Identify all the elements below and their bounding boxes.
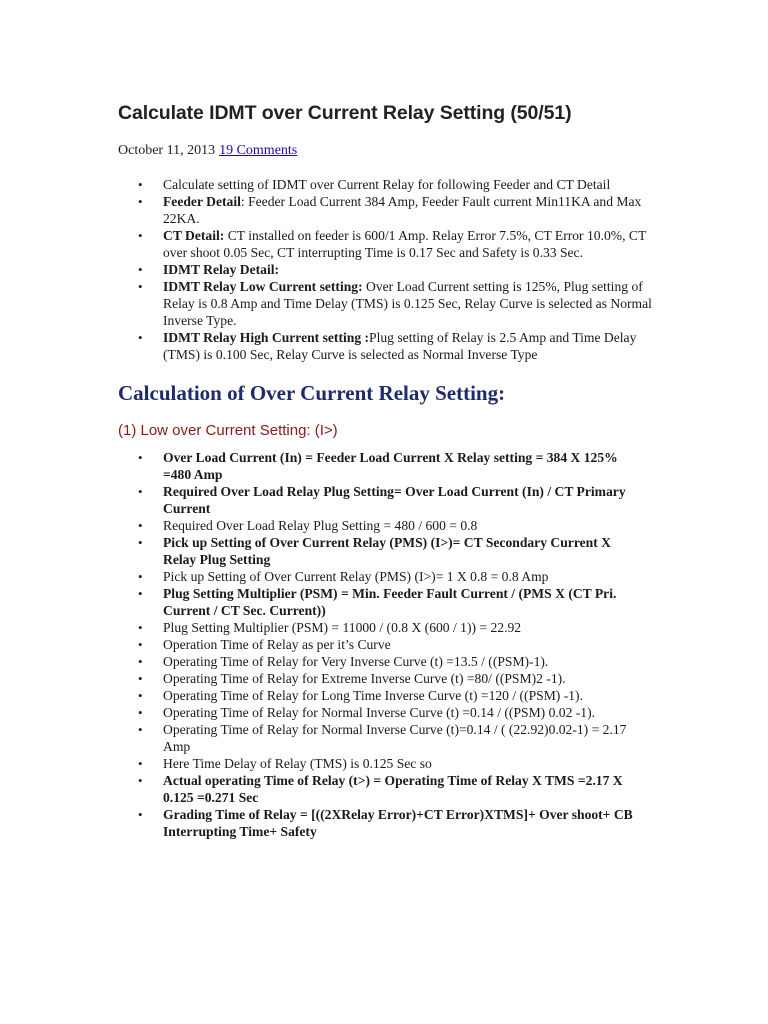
list-item bbox=[118, 449, 643, 483]
list-item bbox=[118, 517, 643, 534]
item-text: Operating Time of Relay for Very Inverse Curve (t) =13.5 / ((PSM)-1). bbox=[163, 654, 549, 669]
article-meta bbox=[118, 142, 658, 160]
list-item bbox=[118, 585, 643, 619]
list-item bbox=[118, 687, 643, 704]
item-text: Calculate setting of IDMT over Current Relay for following Feeder and CT Detail bbox=[163, 177, 611, 192]
list-item bbox=[118, 806, 643, 840]
item-bold: Grading Time of Relay = [((2XRelay Error)+CT Error)XTMS]+ Over shoot+ CB Interrupting Time+ Safety bbox=[163, 807, 633, 839]
item-text: CT installed on feeder is 600/1 Amp. Relay Error 7.5%, CT Error 10.0%, CT over shoot 0.05 Sec, CT interrupting Time is 0.17 Sec and Safety is 0.33 Sec. bbox=[163, 228, 647, 260]
item-bold: IDMT Relay Low Current setting: bbox=[163, 279, 363, 294]
list-item bbox=[118, 261, 653, 278]
list-item bbox=[118, 193, 653, 227]
list-item bbox=[118, 568, 643, 585]
subsection-heading: (1) Low over Current Setting: (I>) bbox=[118, 422, 338, 439]
section-heading: Calculation of Over Current Relay Setting: bbox=[118, 381, 506, 405]
calculation-list bbox=[118, 449, 658, 840]
list-item bbox=[118, 278, 653, 329]
item-bold: Feeder Detail bbox=[163, 194, 241, 209]
list-item bbox=[118, 534, 643, 568]
comments-link[interactable]: 19 Comments bbox=[219, 143, 298, 158]
item-bold: Required Over Load Relay Plug Setting= Over Load Current (In) / CT Primary Current bbox=[163, 484, 626, 516]
item-text: Operating Time of Relay for Long Time Inverse Curve (t) =120 / ((PSM) -1). bbox=[163, 688, 583, 703]
item-text: Operation Time of Relay as per it’s Curve bbox=[163, 637, 391, 652]
item-bold: Actual operating Time of Relay (t>) = Operating Time of Relay X TMS =2.17 X 0.125 =0.271 Sec bbox=[163, 773, 623, 805]
item-bold: IDMT Relay Detail: bbox=[163, 262, 280, 277]
item-text: Plug Setting Multiplier (PSM) = 11000 / (0.8 X (600 / 1)) = 22.92 bbox=[163, 620, 522, 635]
item-bold: IDMT Relay High Current setting : bbox=[163, 330, 370, 345]
list-item bbox=[118, 721, 643, 755]
item-text: Operating Time of Relay for Extreme Inverse Curve (t) =80/ ((PSM)2 -1). bbox=[163, 671, 566, 686]
list-item bbox=[118, 704, 643, 721]
list-item bbox=[118, 227, 653, 261]
article bbox=[118, 100, 658, 840]
item-text: Required Over Load Relay Plug Setting = 480 / 600 = 0.8 bbox=[163, 518, 478, 533]
item-text: Operating Time of Relay for Normal Inverse Curve (t)=0.14 / ( (22.92)0.02-1) = 2.17 Amp bbox=[163, 722, 627, 754]
item-bold: CT Detail: bbox=[163, 228, 225, 243]
item-bold: Pick up Setting of Over Current Relay (PMS) (I>)= CT Secondary Current X Relay Plug Setting bbox=[163, 535, 611, 567]
item-text: : Feeder Load Current 384 Amp, Feeder Fault current Min11KA and Max 22KA. bbox=[163, 194, 642, 226]
item-text: Operating Time of Relay for Normal Inverse Curve (t) =0.14 / ((PSM) 0.02 -1). bbox=[163, 705, 596, 720]
list-item bbox=[118, 772, 643, 806]
list-item bbox=[118, 670, 643, 687]
list-item bbox=[118, 329, 653, 363]
post-date: October 11, 2013 bbox=[118, 143, 216, 158]
list-item bbox=[118, 636, 643, 653]
list-item bbox=[118, 483, 643, 517]
list-item bbox=[118, 755, 643, 772]
item-bold: Over Load Current (In) = Feeder Load Current X Relay setting = 384 X 125% =480 Amp bbox=[163, 450, 618, 482]
item-bold: Plug Setting Multiplier (PSM) = Min. Feeder Fault Current / (PMS X (CT Pri. Current / CT Sec. Current)) bbox=[163, 586, 617, 618]
list-item bbox=[118, 619, 643, 636]
intro-list bbox=[118, 176, 658, 363]
list-item bbox=[118, 176, 653, 193]
article-title: Calculate IDMT over Current Relay Setting (50/51) bbox=[118, 102, 572, 124]
item-text: Here Time Delay of Relay (TMS) is 0.125 Sec so bbox=[163, 756, 432, 771]
list-item bbox=[118, 653, 643, 670]
item-text: Pick up Setting of Over Current Relay (PMS) (I>)= 1 X 0.8 = 0.8 Amp bbox=[163, 569, 549, 584]
item-text: Over Load Current setting is 125%, Plug setting of Relay is 0.8 Amp and Time Delay (TMS) is 0.125 Sec, Relay Curve is selected as Normal Inverse Type. bbox=[163, 279, 652, 328]
item-text: Plug setting of Relay is 2.5 Amp and Time Delay (TMS) is 0.100 Sec, Relay Curve is selected as Normal Inverse Type bbox=[163, 330, 637, 362]
